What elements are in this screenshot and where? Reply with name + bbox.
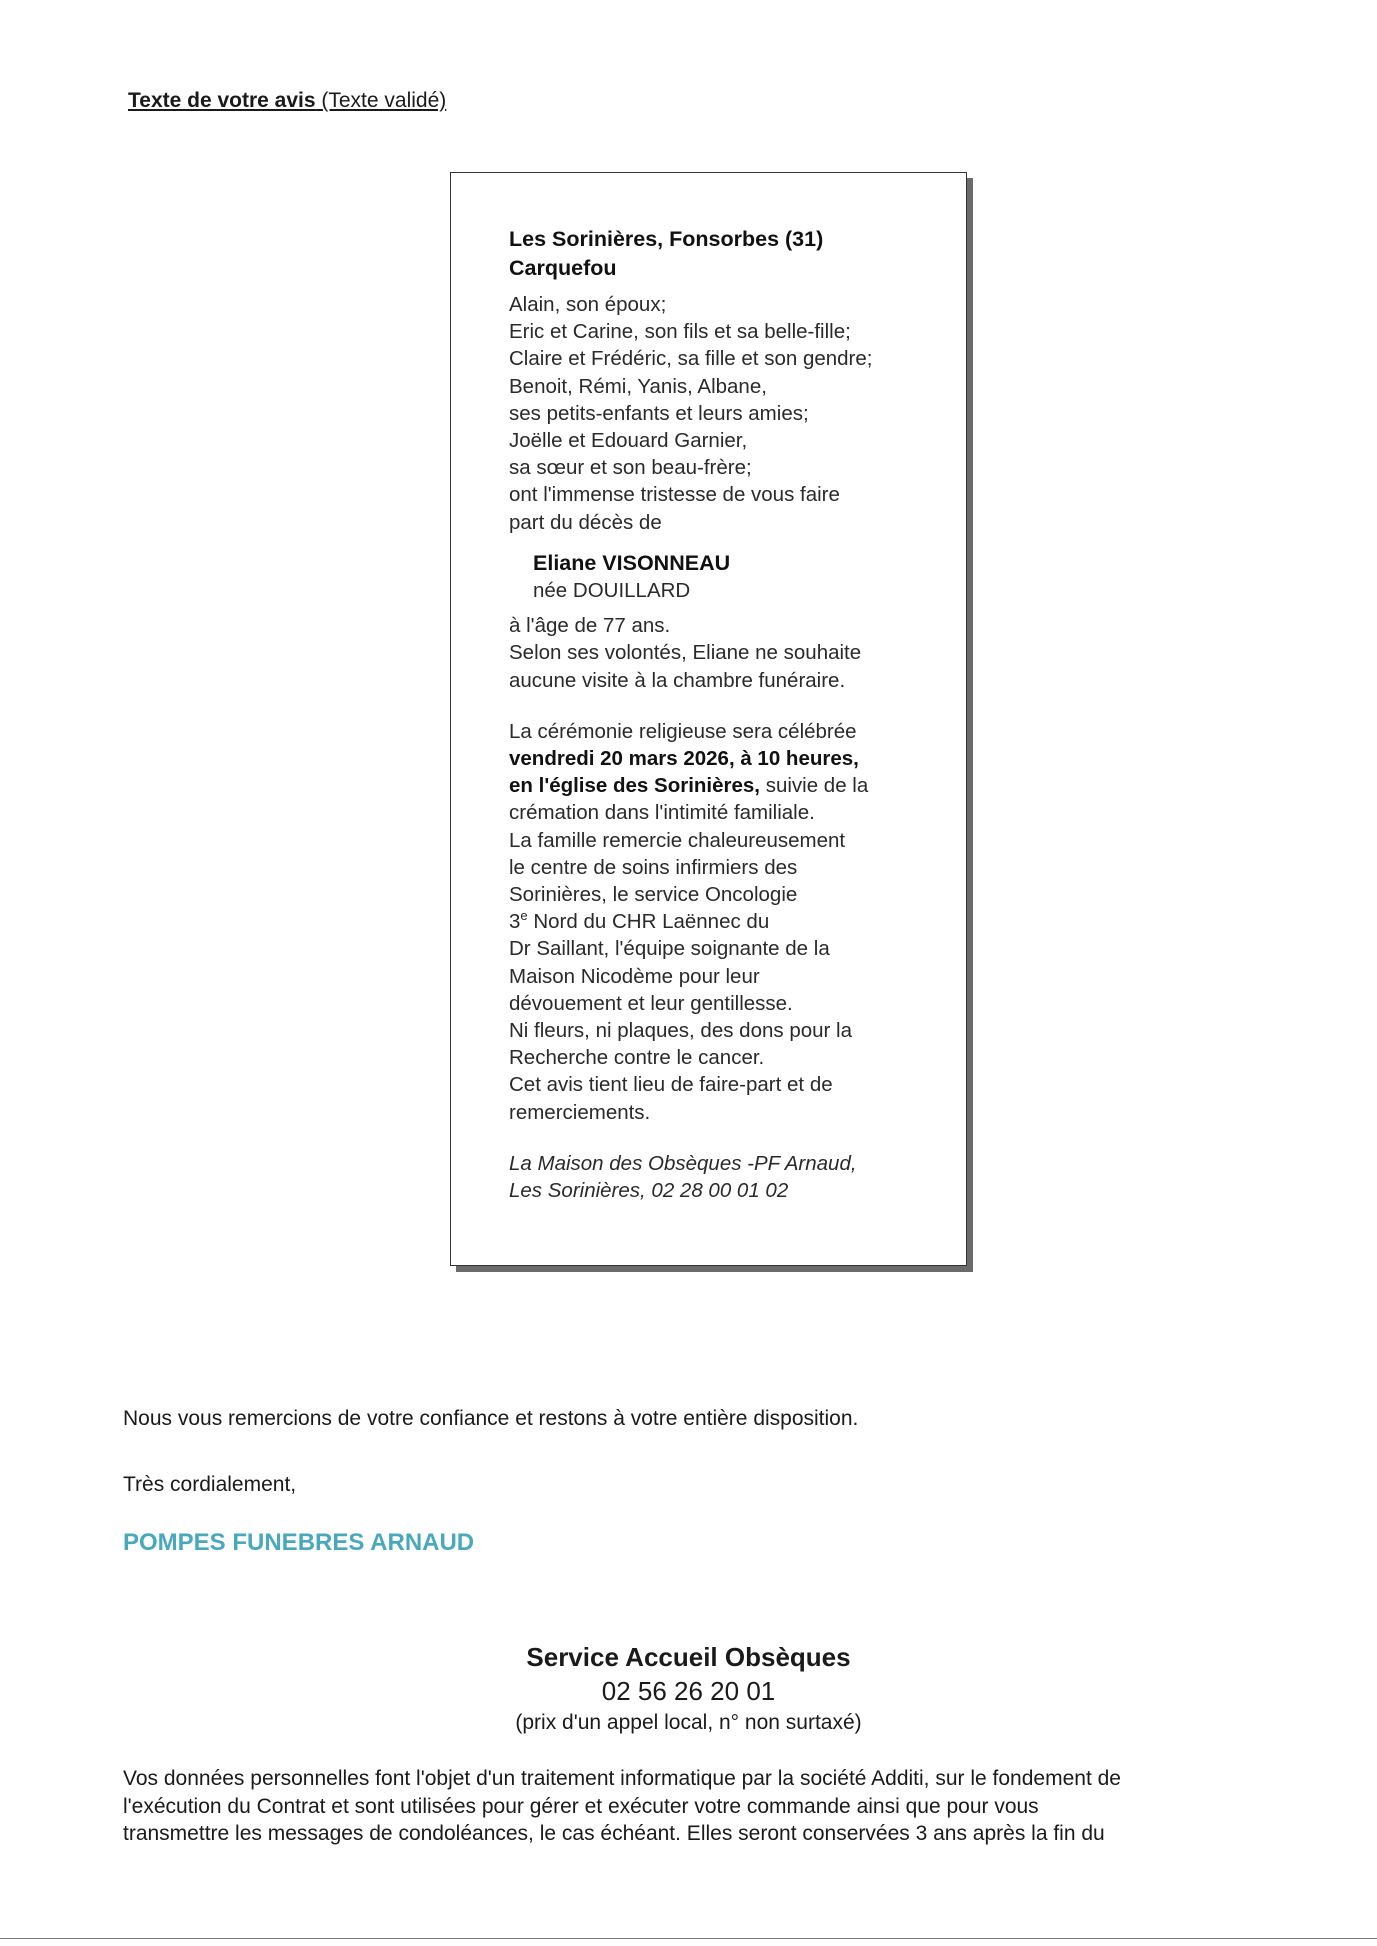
thanks-line: La famille remercie chaleureusement [509,828,846,852]
age-line: à l'âge de 77 ans. [509,614,671,638]
company-brand: POMPES FUNEBRES ARNAUD [123,1529,475,1556]
obituary-notice-box [450,172,967,1266]
deceased-block [509,550,949,604]
signature-line: Les Sorinières, 02 28 00 01 02 [509,1179,789,1203]
ordinal-suffix: e [520,908,528,924]
thanks-line: Sorinières, le service Oncologie [509,883,798,907]
age-line: Selon ses volontés, Eliane ne souhaite [509,641,862,665]
heading-rest: (Texte validé) [315,89,447,112]
heading-bold: Texte de votre avis [128,89,316,112]
family-line: ses petits-enfants et leurs amies; [509,401,809,425]
thanks-ordinal-line [509,908,949,935]
thanks-line: Dr Saillant, l'équipe soignante de la [509,937,830,961]
ordinal-rest: Nord du CHR Laënnec du [527,910,770,934]
ceremony-line: crémation dans l'intimité familiale. [509,801,815,825]
service-title: Service Accueil Obsèques [526,1642,851,1672]
family-line: ont l'immense tristesse de vous faire [509,483,840,507]
thanks-line: remerciements. [509,1100,651,1124]
service-phone: 02 56 26 20 01 [601,1676,776,1706]
thanks-line: Ni fleurs, ni plaques, des dons pour la [509,1019,853,1043]
family-line: sa sœur et son beau-frère; [509,456,752,480]
obituary-notice-text [509,225,949,1204]
family-line: Benoit, Rémi, Yanis, Albane, [509,374,767,398]
family-line: Eric et Carine, son fils et sa belle-fille; [509,320,851,344]
family-line: part du décès de [509,510,662,534]
page-heading [128,89,446,113]
family-line: Joëlle et Edouard Garnier, [509,429,748,453]
ceremony-place: en l'église des Sorinières, [509,774,760,798]
notice-place-line: Les Sorinières, Fonsorbes (31) [509,227,824,251]
family-line: Alain, son époux; [509,293,667,316]
thanks-line: Recherche contre le cancer. [509,1046,765,1070]
thanks-line: dévouement et leur gentillesse. [509,991,793,1015]
deceased-name: Eliane VISONNEAU [533,550,731,575]
thanks-line: Maison Nicodème pour leur [509,964,760,988]
service-contact-block [0,1640,1377,1738]
signature-line: La Maison des Obsèques -PF Arnaud, [509,1151,857,1175]
privacy-line: Vos données personnelles font l'objet d'un traitement informatique par la société Additi, sur le fondement de [123,1767,1121,1790]
ordinal-number: 3 [509,910,521,934]
ceremony-place-line [509,772,949,799]
closing-salutation: Très cordialement, [123,1473,297,1496]
ceremony-after: suivie de la [760,774,869,798]
thanks-line: le centre de soins infirmiers des [509,855,798,879]
footer-divider [0,1938,1377,1939]
privacy-notice [123,1765,1283,1848]
age-line: aucune visite à la chambre funéraire. [509,668,846,692]
privacy-line: transmettre les messages de condoléances, le cas échéant. Elles seront conservées 3 ans après la fin du [123,1822,1105,1845]
service-note: (prix d'un appel local, n° non surtaxé) [515,1711,862,1734]
privacy-line: l'exécution du Contrat et sont utilisées pour gérer et exécuter votre commande ainsi que pour vous [123,1794,1039,1818]
family-line: Claire et Frédéric, sa fille et son gendre; [509,347,873,371]
closing-thanks: Nous vous remercions de votre confiance et restons à votre entière disposition. [123,1407,859,1430]
deceased-birth-name: née DOUILLARD [533,579,691,603]
thanks-line: Cet avis tient lieu de faire-part et de [509,1073,833,1097]
notice-place-line: Carquefou [509,256,617,280]
ceremony-date: vendredi 20 mars 2026, à 10 heures, [509,747,859,771]
ceremony-line: La cérémonie religieuse sera célébrée [509,719,857,743]
